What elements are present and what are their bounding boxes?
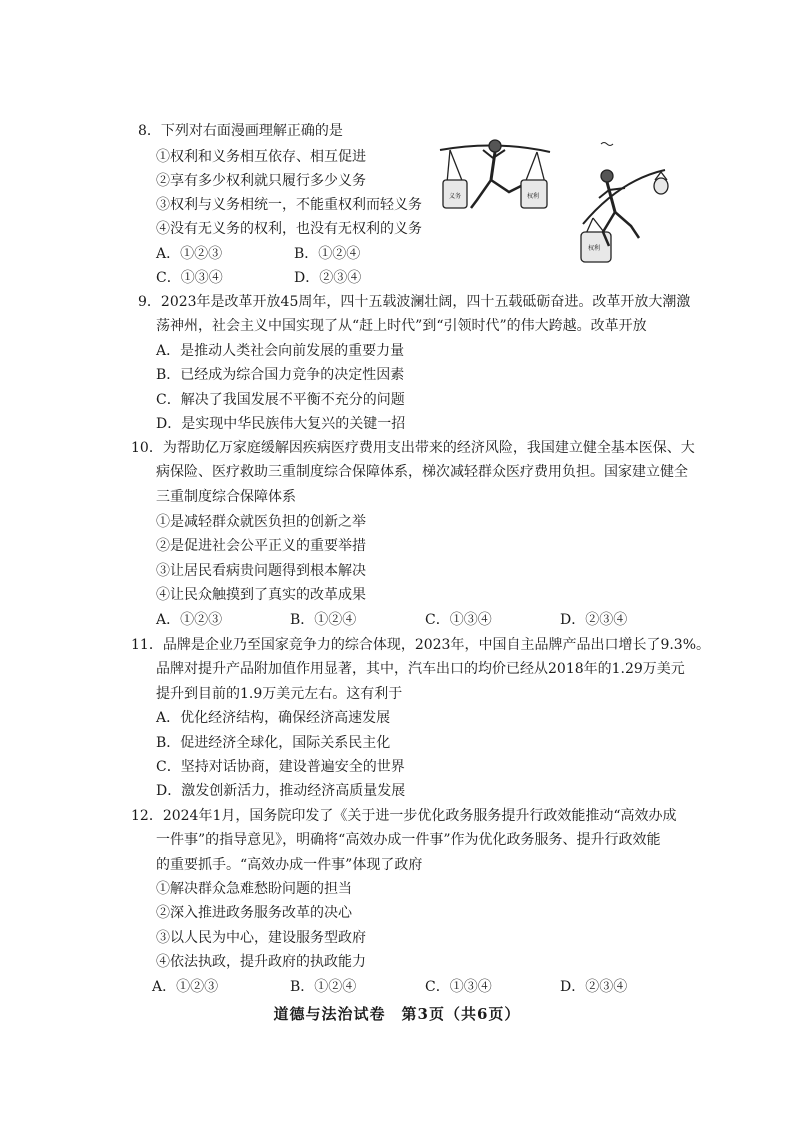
q10-option-a[interactable]: A．①②③ — [156, 612, 223, 628]
q10-option-b[interactable]: B．①②④ — [290, 612, 357, 628]
q10-item-4: ④让民众触摸到了真实的改革成果 — [156, 587, 366, 603]
q12-line-3: 的重要抓手。“高效办成一件事”体现了政府 — [156, 857, 423, 873]
q10-option-c[interactable]: C．①③④ — [425, 612, 492, 628]
q12-option-b[interactable]: B．①②④ — [290, 979, 357, 995]
q9-option-b[interactable]: B．已经成为综合国力竞争的决定性因素 — [156, 367, 405, 383]
q12-item-4: ④依法执政，提升政府的执政能力 — [156, 954, 366, 970]
page-footer: 道德与法治试卷 第3页（共6页） — [273, 1005, 521, 1023]
q12-line-1: 12．2024年1月，国务院印发了《关于进一步优化政务服务提升行政效能推动“高效办成 — [131, 808, 677, 824]
q8-option-d[interactable]: D．②③④ — [294, 270, 362, 286]
q12-option-c[interactable]: C．①③④ — [425, 979, 492, 995]
q10-option-d[interactable]: D．②③④ — [560, 612, 628, 628]
q12-line-2: 一件事”的指导意见》，明确将“高效办成一件事”作为优化政务服务、提升行政效能 — [156, 832, 661, 848]
cartoon-bag-label-left: 义务 — [449, 193, 462, 200]
q12-item-2: ②深入推进政务服务改革的决心 — [156, 905, 352, 921]
q11-option-d[interactable]: D．激发创新活力，推动经济高质量发展 — [156, 783, 406, 799]
cartoon-bag-label-heavy: 权利 — [588, 245, 601, 252]
q10-item-1: ①是减轻群众就医负担的创新之举 — [156, 514, 366, 530]
q9-line-1: 9．2023年是改革开放45周年，四十五载波澜壮阔，四十五载砥砺奋进。改革开放大潮激 — [138, 294, 691, 310]
q8-item-2: ②享有多少权利就只履行多少义务 — [156, 173, 366, 189]
q8-option-a[interactable]: A．①②③ — [156, 246, 223, 262]
q8-stem: 8．下列对右面漫画理解正确的是 — [138, 123, 343, 139]
q10-item-3: ③让居民看病贵问题得到根本解决 — [156, 563, 366, 579]
q9-option-d[interactable]: D．是实现中华民族伟大复兴的关键一招 — [156, 416, 406, 432]
q11-line-3: 提升到目前的1.9万美元左右。这有利于 — [156, 686, 403, 702]
q11-line-2: 品牌对提升产品附加值作用显著，其中，汽车出口的均价已经从2018年的1.29万美元 — [156, 661, 685, 677]
q8-option-c[interactable]: C．①③④ — [156, 270, 223, 286]
q10-line-1: 10．为帮助亿万家庭缓解因疾病医疗费用支出带来的经济风险，我国建立健全基本医保、大 — [131, 440, 695, 456]
cartoon-rights-duties-illustration — [425, 128, 675, 268]
q12-item-3: ③以人民为中心，建设服务型政府 — [156, 930, 366, 946]
q8-option-b[interactable]: B．①②④ — [294, 246, 361, 262]
q10-line-2: 病保险、医疗救助三重制度综合保障体系，梯次减轻群众医疗费用负担。国家建立健全 — [156, 464, 688, 480]
q11-option-a[interactable]: A．优化经济结构，确保经济高速发展 — [156, 710, 391, 726]
q8-item-1: ①权利和义务相互依存、相互促进 — [156, 149, 366, 165]
q8-item-3: ③权利与义务相统一，不能重权利而轻义务 — [156, 197, 422, 213]
q12-option-d[interactable]: D．②③④ — [560, 979, 628, 995]
q10-line-3: 三重制度综合保障体系 — [156, 489, 296, 505]
q9-option-a[interactable]: A．是推动人类社会向前发展的重要力量 — [156, 343, 405, 359]
q11-option-b[interactable]: B．促进经济全球化，国际关系民主化 — [156, 735, 391, 751]
q12-item-1: ①解决群众急难愁盼问题的担当 — [156, 881, 352, 897]
q9-option-c[interactable]: C．解决了我国发展不平衡不充分的问题 — [156, 392, 405, 408]
cartoon-bag-label-right: 权利 — [527, 193, 540, 200]
q9-line-2: 荡神州，社会主义中国实现了从“赶上时代”到“引领时代”的伟大跨越。改革开放 — [156, 318, 647, 334]
q8-item-4: ④没有无义务的权利，也没有无权利的义务 — [156, 221, 422, 237]
q10-item-2: ②是促进社会公平正义的重要举措 — [156, 538, 366, 554]
q11-line-1: 11．品牌是企业乃至国家竞争力的综合体现，2023年，中国自主品牌产品出口增长了9.3%。 — [131, 637, 711, 653]
q11-option-c[interactable]: C．坚持对话协商，建设普遍安全的世界 — [156, 759, 405, 775]
q12-option-a[interactable]: A．①②③ — [152, 979, 219, 995]
